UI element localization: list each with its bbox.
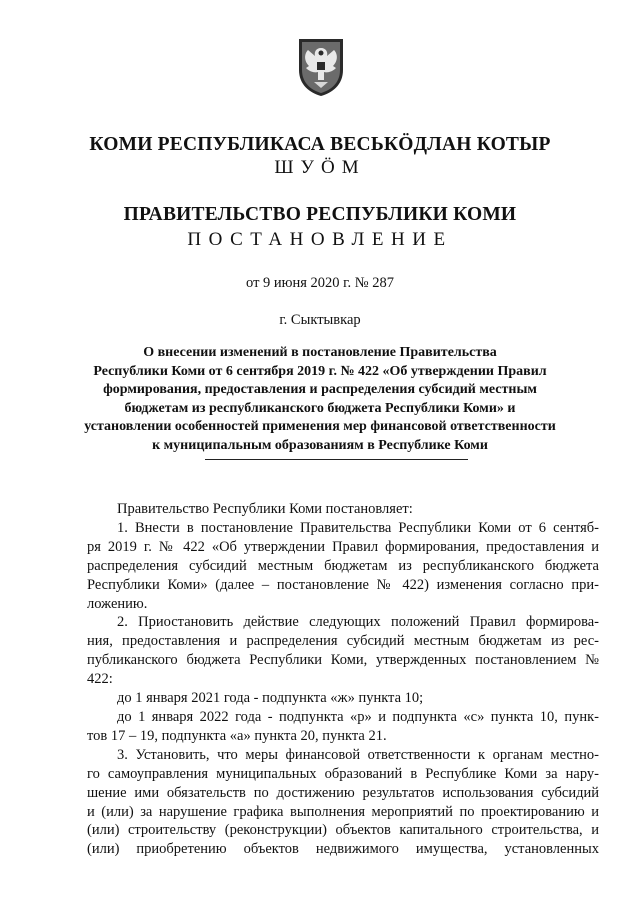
komi-title: КОМИ РЕСПУБЛИКАСА ВЕСЬКӦДЛАН КОТЫР xyxy=(89,134,551,155)
body-line: распределения субсидий местным бюджетам из республиканского бюджета xyxy=(87,557,599,574)
body-line: 3. Установить, что меры финансовой ответственности к органам местно- xyxy=(117,746,599,763)
body-line: 1. Внести в постановление Правительства Республики Коми от 6 сентяб- xyxy=(117,519,599,536)
subject-line: к муниципальным образованиям в Республике Коми xyxy=(152,437,488,453)
body-line: и (или) за нарушение графика выполнения мероприятий по проектированию и xyxy=(87,803,599,820)
subject-line: Республики Коми от 6 сентября 2019 г. № 422 «Об утверждении Правил xyxy=(93,363,547,379)
document-type-title: ПОСТАНОВЛЕНИЕ xyxy=(187,229,453,250)
body-line: ложению. xyxy=(87,595,148,612)
document-date-number: от 9 июня 2020 г. № 287 xyxy=(246,275,394,291)
government-title: ПРАВИТЕЛЬСТВО РЕСПУБЛИКИ КОМИ xyxy=(123,204,517,225)
body-line: го самоуправления муниципальных образований в Республике Коми за нару- xyxy=(87,765,599,782)
body-line: (или) приобретению объектов недвижимого имущества, установленных xyxy=(87,841,599,858)
subject-line: установлении особенностей применения мер финансовой ответственности xyxy=(84,419,556,435)
subject-line: О внесении изменений в постановление Правительства xyxy=(143,345,497,360)
document-body xyxy=(87,500,599,859)
body-line: ря 2019 г. № 422 «Об утверждении Правил формирования, предоставления и xyxy=(87,538,599,555)
document-city: г. Сыктывкар xyxy=(279,312,361,328)
body-line: тов 17 – 19, подпункта «а» пункта 20, пункта 21. xyxy=(87,727,387,744)
body-line: 2. Приостановить действие следующих положений Правил формирова- xyxy=(117,614,599,631)
komi-subtitle: ШУӦМ xyxy=(274,157,366,178)
body-line: Республики Коми» (далее – постановление № 422) изменения согласно при- xyxy=(87,576,599,593)
body-line: публиканского бюджета Республики Коми, утвержденных постановлением № xyxy=(87,652,599,669)
subject-line: бюджетам из республиканского бюджета Республики Коми» и xyxy=(124,400,516,416)
body-line: ния, предоставления и распределения субсидий местным бюджетам из рес- xyxy=(87,633,599,650)
body-line: 422: xyxy=(87,671,113,688)
coat-of-arms-emblem xyxy=(296,36,346,98)
divider-line xyxy=(205,459,468,460)
document-subject xyxy=(70,344,570,456)
body-line: до 1 января 2022 года - подпункта «р» и подпункта «с» пункта 10, пунк- xyxy=(117,708,599,725)
body-line: (или) строительству (реконструкции) объектов капитального строительства, и xyxy=(87,822,599,839)
emblem-icon xyxy=(296,36,346,98)
subject-line: формирования, предоставления и распределения субсидий местным xyxy=(103,382,537,398)
body-line: шение ими обязательств по достижению результатов использования субсидий xyxy=(87,784,599,801)
body-line: до 1 января 2021 года - подпункта «ж» пункта 10; xyxy=(117,690,424,707)
body-line: Правительство Республики Коми постановляет: xyxy=(117,501,413,517)
